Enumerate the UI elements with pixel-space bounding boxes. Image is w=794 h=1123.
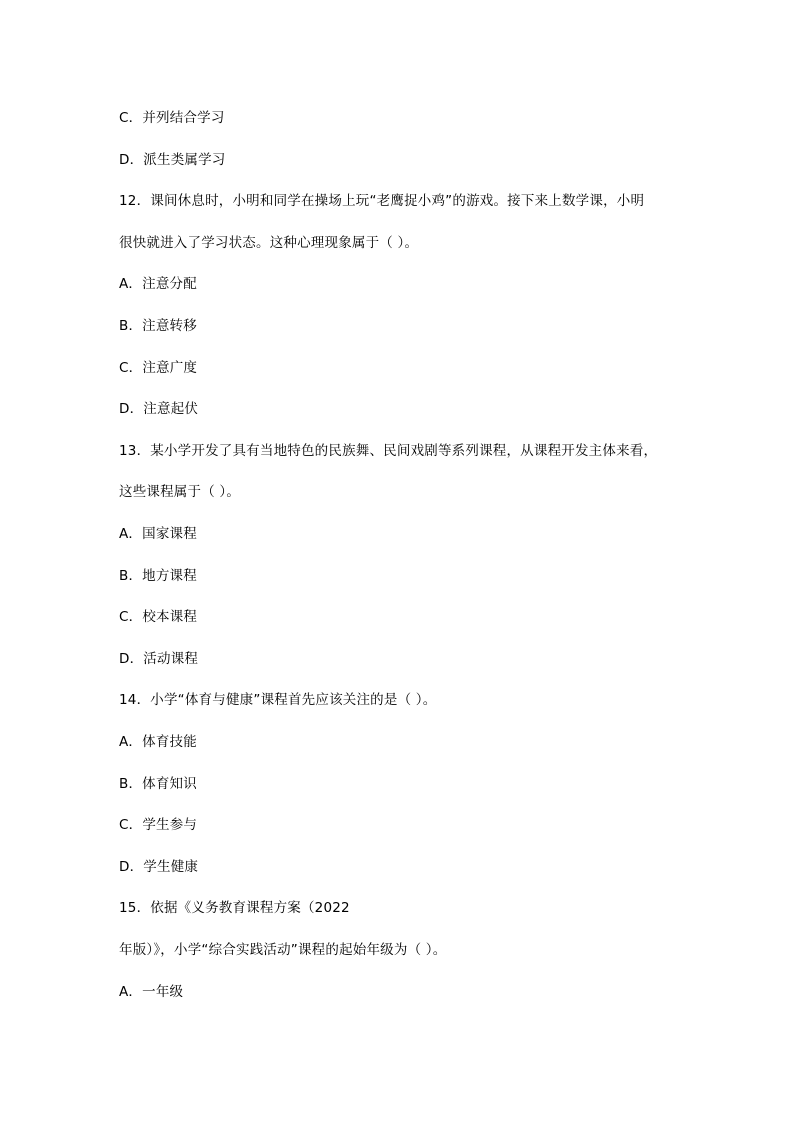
question-12-line-2: 很快就进入了学习状态。这种心理现象属于（ ）。 bbox=[119, 235, 419, 251]
option-b-q12: B．注意转移 bbox=[119, 318, 197, 334]
option-d-q11: D．派生类属学习 bbox=[119, 152, 226, 168]
option-a-q12: A．注意分配 bbox=[119, 276, 197, 292]
question-13-line-1: 13．某小学开发了具有当地特色的民族舞、民间戏剧等系列课程，从课程开发主体来看， bbox=[119, 443, 658, 459]
option-c-q12: C．注意广度 bbox=[119, 360, 198, 376]
option-a-q15: A．一年级 bbox=[119, 984, 184, 1000]
option-a-q13: A．国家课程 bbox=[119, 526, 197, 542]
option-b-q13: B．地方课程 bbox=[119, 568, 197, 584]
option-c-q14: C．学生参与 bbox=[119, 817, 198, 833]
option-d-q13: D．活动课程 bbox=[119, 651, 199, 667]
option-d-q12: D．注意起伏 bbox=[119, 401, 199, 417]
option-a-q14: A．体育技能 bbox=[119, 734, 197, 750]
question-12-line-1: 12．课间休息时，小明和同学在操场上玩“老鹰捉小鸡”的游戏。接下来上数学课，小明 bbox=[119, 193, 645, 209]
question-15-line-1: 15．依据《义务教育课程方案（2022 bbox=[119, 900, 350, 916]
question-14: 14．小学“体育与健康”课程首先应该关注的是（ ）。 bbox=[119, 692, 437, 708]
question-15-line-2: 年版）》，小学“综合实践活动”课程的起始年级为（ ）。 bbox=[119, 942, 447, 958]
option-b-q14: B．体育知识 bbox=[119, 776, 197, 792]
question-13-line-2: 这些课程属于（ ）。 bbox=[119, 484, 241, 500]
option-d-q14: D．学生健康 bbox=[119, 859, 199, 875]
option-c-q11: C．并列结合学习 bbox=[119, 110, 225, 126]
option-c-q13: C．校本课程 bbox=[119, 609, 198, 625]
